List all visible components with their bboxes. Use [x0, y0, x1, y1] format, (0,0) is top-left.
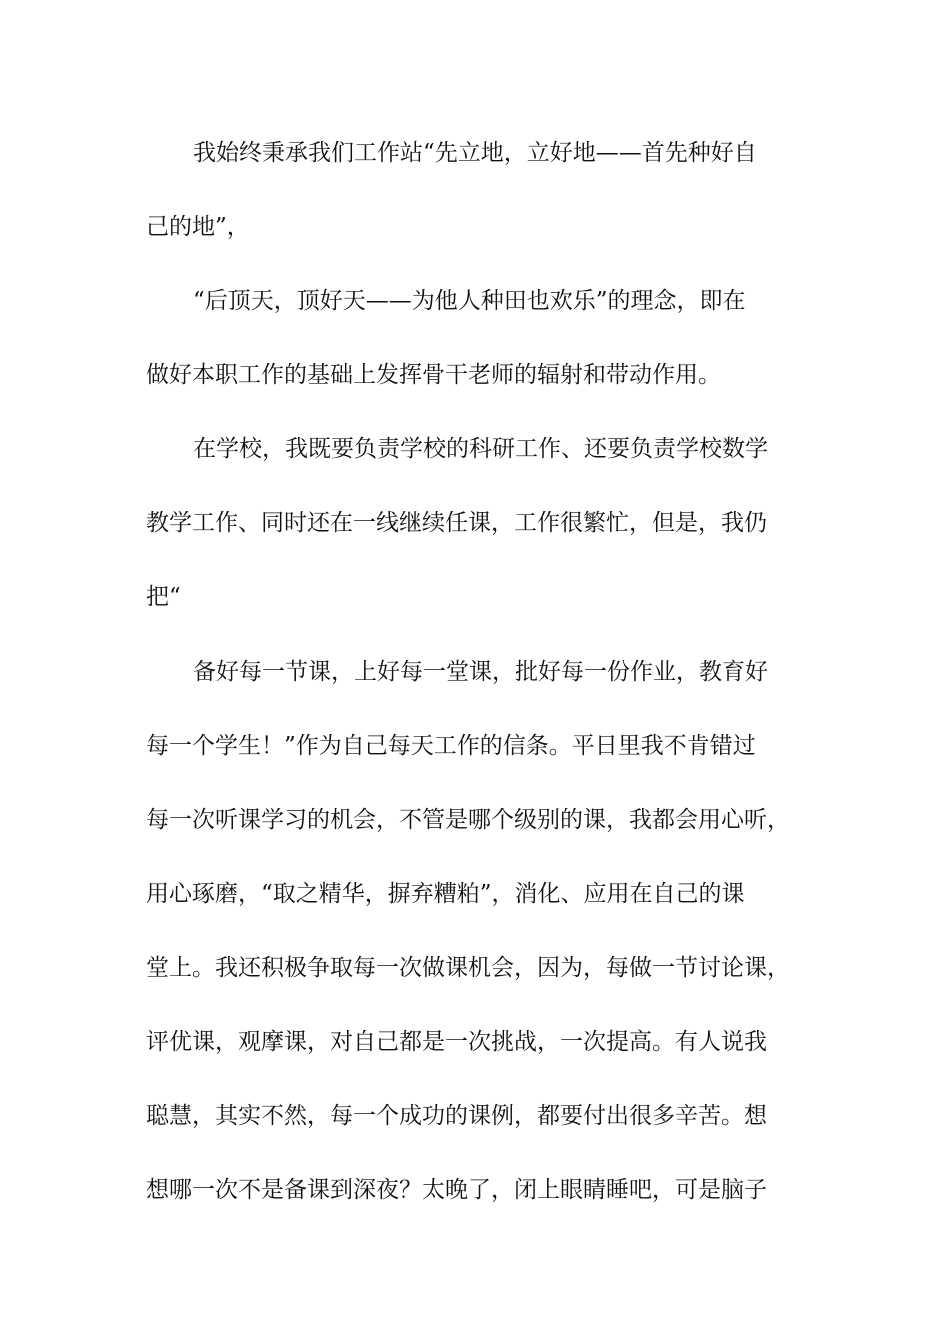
text-line-7: 把“ [146, 584, 181, 610]
text-line-12: 堂上。我还积极争取每一次做课机会，因为，每做一节讨论课， [146, 955, 790, 981]
text-line-1: 我始终秉承我们工作站“先立地，立好地——首先种好自 [193, 140, 757, 166]
text-line-2: 己的地”， [146, 214, 250, 240]
text-line-4: 做好本职工作的基础上发挥骨干老师的辐射和带动作用。 [146, 362, 721, 388]
text-line-5: 在学校，我既要负责学校的科研工作、还要负责学校数学 [193, 436, 768, 462]
text-line-6: 教学工作、同时还在一线继续任课，工作很繁忙，但是，我仍 [146, 510, 767, 536]
text-line-14: 聪慧，其实不然，每一个成功的课例，都要付出很多辛苦。想 [146, 1103, 767, 1129]
text-line-13: 评优课，观摩课，对自己都是一次挑战，一次提高。有人说我 [146, 1029, 767, 1055]
text-line-8: 备好每一节课，上好每一堂课，批好每一份作业，教育好 [193, 659, 768, 685]
text-line-3: “后顶天，顶好天——为他人种田也欢乐”的理念，即在 [193, 288, 746, 314]
text-line-9: 每一个学生！”作为自己每天工作的信条。平日里我不肯错过 [146, 733, 756, 759]
text-line-11: 用心琢磨，“取之精华，摒弃糟粕”，消化、应用在自己的课 [146, 881, 745, 907]
text-line-10: 每一次听课学习的机会，不管是哪个级别的课，我都会用心听， [146, 807, 790, 833]
text-line-15: 想哪一次不是备课到深夜？太晚了，闭上眼睛睡吧，可是脑子 [146, 1177, 767, 1203]
